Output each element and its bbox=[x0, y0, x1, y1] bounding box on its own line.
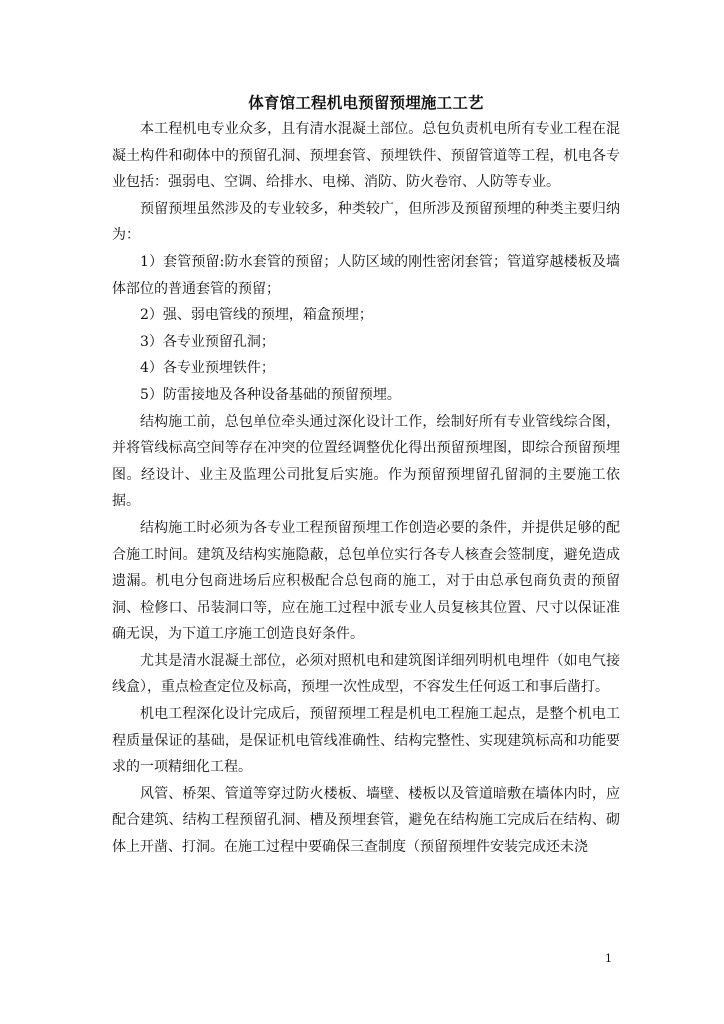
document-title: 体育馆工程机电预留预埋施工工艺 bbox=[248, 93, 484, 112]
list-item-4: 4）各专业预埋铁件； bbox=[140, 360, 275, 377]
paragraph-summary: 预留预埋虽然涉及的专业较多，种类较广，但所涉及预留预埋的种类主要归纳为： bbox=[112, 200, 620, 244]
page-number: 1 bbox=[605, 952, 612, 965]
list-item-1: 1）套管预留:防水套管的预留；人防区域的刚性密闭套管；管道穿越楼板及墙体部位的普通套管的预留； bbox=[112, 253, 620, 297]
list-item-3: 3）各专业预留孔洞； bbox=[140, 333, 275, 350]
list-item-5: 5）防雷接地及各种设备基础的预留预埋。 bbox=[140, 386, 401, 403]
paragraph-construction: 结构施工时必须为各专业工程预留预埋工作创造必要的条件，并提供足够的配合施工时间。建筑及结构实施隐蔽，总包单位实行各专人核查会签制度，避免造成遗漏。机电分包商进场后应积极配合总包商的施工，对于由总承包商负责的预留洞、检修口、吊装洞口等，应在施工过程中派专业人员复核其位置、尺寸以保证准确无误，为下道工序施工创造良好条件。 bbox=[112, 519, 620, 643]
paragraph-intro: 本工程机电专业众多，且有清水混凝土部位。总包负责机电所有专业工程在混凝土构件和砌体中的预留孔洞、预埋套管、预埋铁件、预留管道等工程，机电各专业包括：强弱电、空调、给排水、电梯、消防、防火卷帘、人防等专业。 bbox=[112, 121, 620, 191]
paragraph-fair-faced-concrete: 尤其是清水混凝土部位，必须对照机电和建筑图详细列明机电埋件（如电气接线盒），重点检查定位及标高，预埋一次性成型，不容发生任何返工和事后凿打。 bbox=[112, 652, 620, 696]
paragraph-ducts-and-pipes: 风管、桥架、管道等穿过防火楼板、墙壁、楼板以及管道暗敷在墙体内时，应配合建筑、结构工程预留孔洞、槽及预埋套管，避免在结构施工完成后在结构、砌体上开凿、打洞。在施工过程中要确保三查制度（预留预埋件安装完成还未浇 bbox=[112, 785, 620, 856]
document-body bbox=[112, 90, 620, 861]
paragraph-quality-basis: 机电工程深化设计完成后，预留预埋工程是机电工程施工起点，是整个机电工程质量保证的基础，是保证机电管线准确性、结构完整性、实现建筑标高和功能要求的一项精细化工程。 bbox=[112, 706, 620, 776]
list-item-2: 2）强、弱电管线的预埋，箱盒预埋； bbox=[140, 307, 373, 324]
paragraph-design: 结构施工前，总包单位牵头通过深化设计工作，绘制好所有专业管线综合图，并将管线标高空间等存在冲突的位置经调整优化得出预留预埋图，即综合预留预埋图。经设计、业主及监理公司批复后实施。作为预留预埋留孔留洞的主要施工依据。 bbox=[112, 413, 620, 510]
